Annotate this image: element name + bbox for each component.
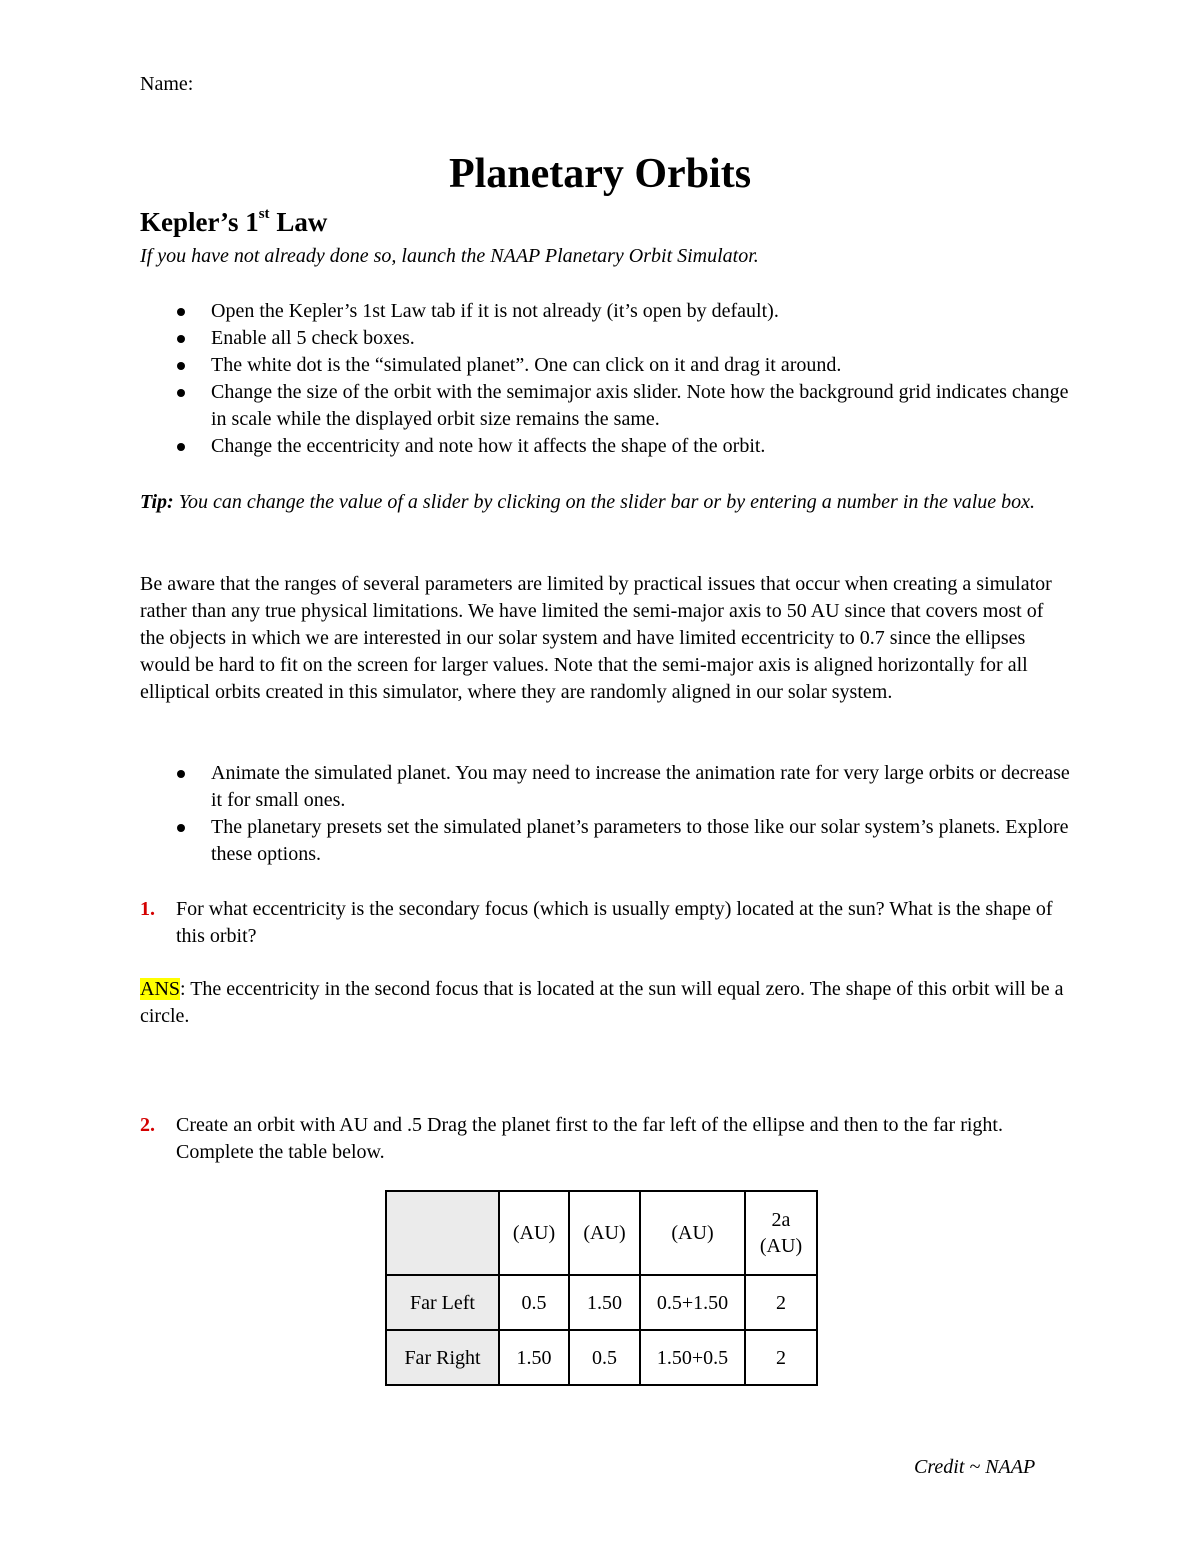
orbit-table	[385, 1190, 818, 1386]
answer-text: : The eccentricity in the second focus that is located at the sun will equal zero. The shape of this orbit will be a circle.	[140, 978, 1064, 1027]
section-heading	[140, 207, 327, 238]
table-row-label: Far Left	[386, 1275, 499, 1330]
answer-1	[140, 976, 1070, 1030]
bullet-icon	[177, 770, 185, 778]
list-item	[140, 433, 1080, 460]
tip-label: Tip:	[140, 491, 174, 513]
section-heading-tail: Law	[269, 207, 328, 237]
question-2-number: 2.	[140, 1114, 155, 1136]
table-header-cell: (AU)	[640, 1191, 745, 1275]
table-header-cell: (AU)	[499, 1191, 569, 1275]
table-cell: 1.50	[569, 1275, 640, 1330]
list-item	[140, 379, 1080, 433]
table-row	[386, 1275, 817, 1330]
question-2-text: Create an orbit with AU and .5 Drag the planet first to the far left of the ellipse and then to the far right. Complete the table below.	[176, 1114, 1003, 1163]
body-paragraph: Be aware that the ranges of several parameters are limited by practical issues that occur when creating a simulator rather than any true physical limitations. We have limited the semi-major axis to 50 AU since that covers most of the objects in which we are interested in our solar system and have limited eccentricity to 0.7 since the ellipses would be hard to fit on the screen for larger values. Note that the semi-major axis is aligned horizontally for all elliptical orbits created in this simulator, where they are randomly aligned in our solar system.	[140, 573, 1052, 703]
bullet-icon	[177, 824, 185, 832]
list-item	[140, 298, 1080, 325]
tip-text: You can change the value of a slider by clicking on the slider bar or by entering a number in the value box.	[173, 491, 1036, 513]
table-row-label: Far Right	[386, 1330, 499, 1385]
table-cell: 0.5	[499, 1275, 569, 1330]
list-item-text: Open the Kepler’s 1st Law tab if it is not already (it’s open by default).	[211, 300, 779, 322]
question-1	[140, 896, 1060, 950]
table-cell: 1.50+0.5	[640, 1330, 745, 1385]
question-1-number: 1.	[140, 898, 155, 920]
table-header-row	[386, 1191, 817, 1275]
instruction-list-1	[140, 298, 1080, 460]
section-heading-sup: st	[258, 206, 270, 222]
instruction-list-2	[140, 760, 1080, 868]
intro-text: If you have not already done so, launch the NAAP Planetary Orbit Simulator.	[140, 245, 759, 267]
table-cell: 2	[745, 1330, 817, 1385]
tip-note	[140, 489, 1060, 516]
table-cell: 2	[745, 1275, 817, 1330]
list-item	[140, 325, 1080, 352]
table-cell: 1.50	[499, 1330, 569, 1385]
bullet-icon	[177, 362, 185, 370]
list-item-text: Change the eccentricity and note how it affects the shape of the orbit.	[211, 435, 766, 457]
list-item	[140, 760, 1080, 814]
table-row	[386, 1330, 817, 1385]
table-header-cell: 2a (AU)	[745, 1191, 817, 1275]
table-cell: 0.5+1.50	[640, 1275, 745, 1330]
bullet-icon	[177, 308, 185, 316]
list-item-text: Change the size of the orbit with the semimajor axis slider. Note how the background grid indicates change in scale while the displayed orbit size remains the same.	[211, 381, 1069, 430]
bullet-icon	[177, 389, 185, 397]
credit-footer: Credit ~ NAAP	[914, 1456, 1036, 1478]
table-header-cell: (AU)	[569, 1191, 640, 1275]
answer-label: ANS	[140, 978, 181, 1000]
question-1-text: For what eccentricity is the secondary focus (which is usually empty) located at the sun? What is the shape of this orbit?	[176, 898, 1053, 947]
list-item	[140, 814, 1080, 868]
list-item-text: Animate the simulated planet. You may need to increase the animation rate for very large orbits or decrease it for small ones.	[211, 762, 1070, 811]
page-title: Planetary Orbits	[448, 151, 752, 197]
name-label: Name:	[140, 73, 194, 95]
list-item	[140, 352, 1080, 379]
section-heading-main: Kepler’s 1	[140, 207, 259, 237]
bullet-icon	[177, 443, 185, 451]
list-item-text: The planetary presets set the simulated planet’s parameters to those like our solar system’s planets. Explore these options.	[211, 816, 1069, 865]
question-2	[140, 1112, 1060, 1166]
bullet-icon	[177, 335, 185, 343]
table-header-cell	[386, 1191, 499, 1275]
list-item-text: Enable all 5 check boxes.	[211, 327, 415, 349]
table-cell: 0.5	[569, 1330, 640, 1385]
list-item-text: The white dot is the “simulated planet”. One can click on it and drag it around.	[211, 354, 842, 376]
